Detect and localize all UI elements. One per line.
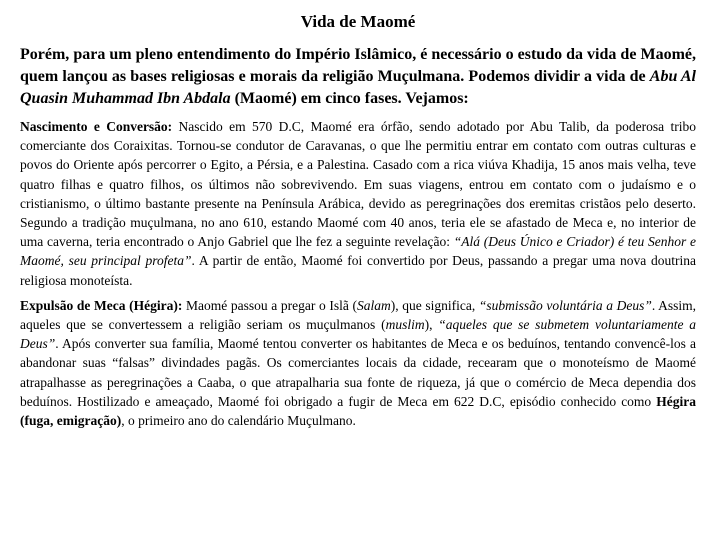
section-expulsion-mecca-heading: Expulsão de Meca (Hégira): — [20, 297, 183, 313]
section-expulsion-text-6: , o primeiro ano do calendário Muçulmano. — [121, 413, 356, 429]
quote-those-who-submit: “aqueles que se submetem voluntariamente a Deus” — [20, 317, 697, 352]
term-muslim: muslim — [385, 317, 425, 333]
term-hegira: Hégira (fuga, emigração) — [20, 393, 696, 429]
intro-full-name: Abu Al Quasin Muhammad Ibn Abdala — [20, 68, 697, 107]
section-birth-conversion-heading: Nascimento e Conversão: — [20, 119, 173, 134]
section-birth-conversion-text-end: . A partir de então, Maomé foi convertido por Deus, passando a pregar uma nova doutrina religiosa monoteísta. — [20, 253, 697, 288]
intro-paragraph — [20, 44, 696, 110]
section-expulsion-mecca — [20, 296, 696, 430]
section-expulsion-text-1: Maomé passou a pregar o Islã ( — [182, 297, 358, 313]
section-birth-conversion-text: Nascido em 570 D.C, Maomé era órfão, sendo adotado por Abu Talib, da poderosa tribo comerciante dos Coraixitas. Tornou-se condutor de Caravanas, o que lhe permitiu entrar em contato com outras culturas e povos do Oriente após percorrer o Egito, a Pérsia, e a Palestina. Casado com a rica viúva Khadija, 15 anos mais velha, teve quatro filhas e quatro filhos, os últimos não sobrevivendo. Em suas viagens, entrou em contato com o judaísmo e o cristianismo, o último bastante presente na Península Arábica, devido as peregrinações dos eremitas cristãos pelo deserto. Segundo a tradição muçulmana, no ano 610, estando Maomé com 40 anos, teria ele se afastado de Meca e, no interior de uma caverna, teria encontrado o Anjo Gabriel que lhe fez a seguinte revelação: — [20, 119, 696, 250]
quote-voluntary-submission: “submissão voluntária a Deus” — [478, 297, 652, 313]
intro-text-end: (Maomé) em cinco fases. Vejamos: — [230, 90, 469, 107]
section-expulsion-text-2: ), que significa, — [390, 297, 479, 313]
section-expulsion-text-5: . Após converter sua família, Maomé tentou converter os habitantes de Meca e os beduínos, tentando convencê-los a abandonar suas “falsas” divindades pagãs. Os comerciantes locais da cidade, recearam que o monoteísmo de Maomé atrapalhasse as peregrinações a Caaba, o que atrapalharia sua fonte de riqueza, já que o comércio de Meca dependia dos beduínos. Hostilizado e ameaçado, Maomé foi obrigado a fugir de Meca em 622 D.C, episódio conhecido como — [20, 336, 696, 409]
intro-text-start: Porém, para um pleno entendimento do Império Islâmico, é necessário o estudo da vida de Maomé, quem lançou as bases religiosas e morais da religião Muçulmana. Podemos dividir a vida de — [20, 46, 696, 85]
section-expulsion-text-3: . Assim, aqueles que se convertessem a religião seriam os muçulmanos ( — [20, 297, 697, 333]
page-title: Vida de Maomé — [300, 12, 416, 31]
section-expulsion-text-4: ), — [424, 317, 439, 333]
section-birth-conversion — [20, 117, 696, 290]
term-salam: Salam — [357, 297, 391, 313]
revelation-quote: “Alá (Deus Único e Criador) é teu Senhor e Maomé, seu principal profeta” — [20, 234, 697, 269]
